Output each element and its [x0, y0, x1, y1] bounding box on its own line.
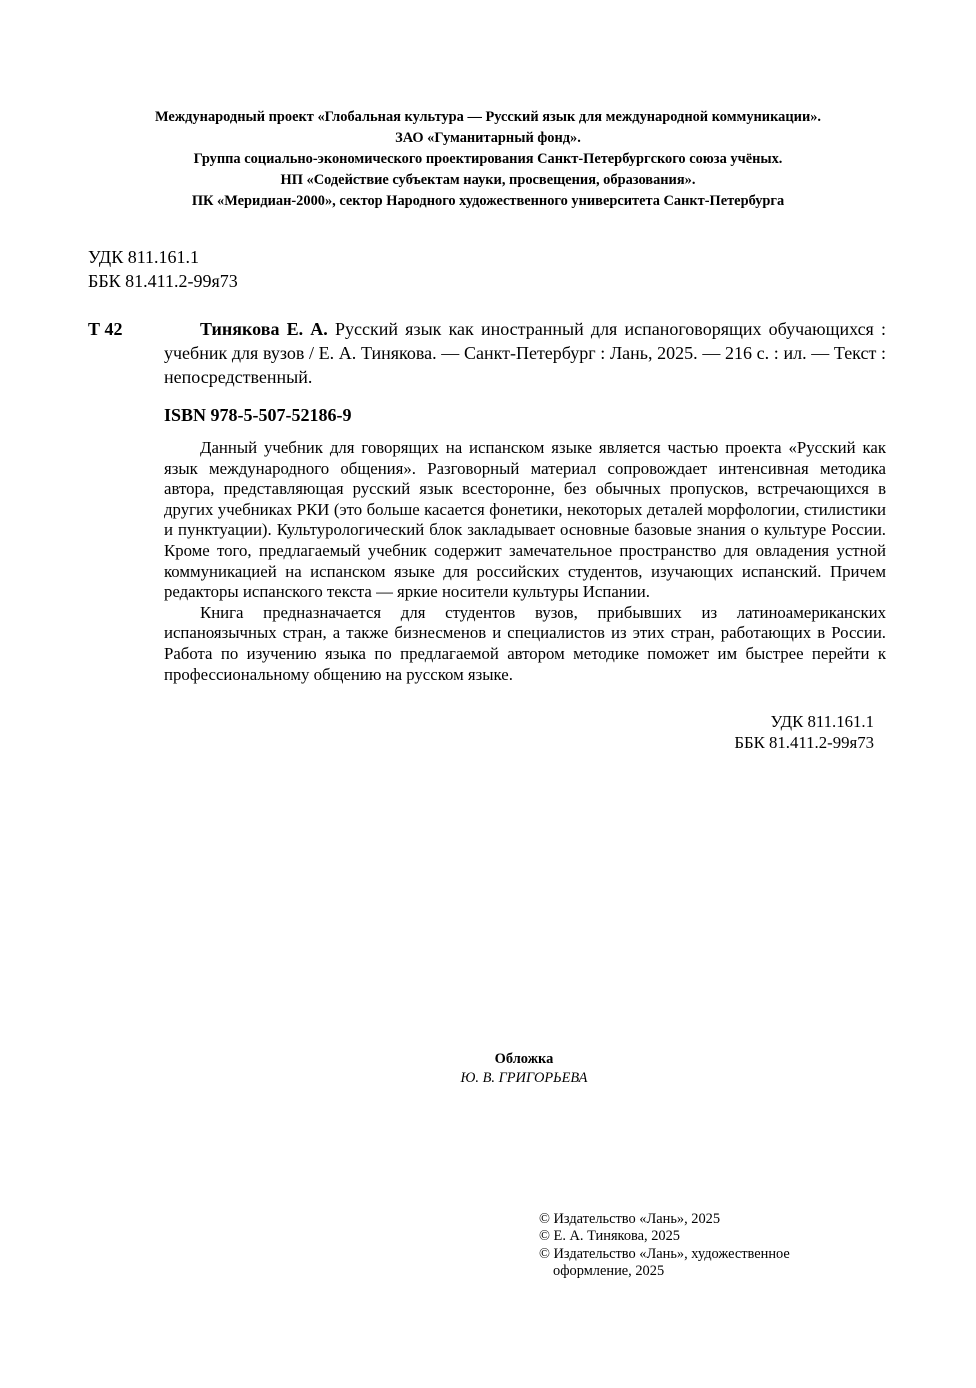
header-line: Международный проект «Глобальная культура — Русский язык для международной коммуникации».	[154, 109, 822, 125]
copyright-line: © Издательство «Лань», художественное	[539, 1245, 790, 1262]
cover-label: Обложка	[494, 1051, 554, 1067]
publisher-header	[40, 107, 936, 212]
cover-credit	[374, 1050, 674, 1088]
author-code: Т 42	[88, 319, 123, 339]
classification-codes-repeat	[690, 711, 874, 753]
author-name: Тинякова Е. А.	[200, 319, 328, 339]
description-text: Русский язык как иностранный для испаноговорящих обучающихся : учебник для вузов / Е. А. Тинякова. — Санкт-Петербург : Лань, 2025. — 216 с. : ил. — Текст : непосредственный.	[164, 319, 887, 387]
abstract	[164, 438, 886, 685]
header-line: НП «Содействие субъектам науки, просвещения, образования».	[280, 172, 696, 188]
bibliographic-entry	[88, 317, 886, 389]
classification-codes	[88, 245, 238, 293]
header-line: ЗАО «Гуманитарный фонд».	[395, 130, 581, 146]
abstract-paragraph: Данный учебник для говорящих на испанском языке является частью проекта «Русский как язык международного общения». Разговорный материал сопровождает интенсивная методика автора, представляющая русский язык всесторонне, без обычных пропусков, встречающихся в других учебниках РКИ (это больше касается фонетики, некоторых деталей морфологии, стилистики и пунктуации). Культурологический блок закладывает основные базовые знания о культуре России. Кроме того, предлагаемый учебник содержит замечательное пространство для овладения устной коммуникацией на испанском языке для российских студентов, изучающих испанский. Причем редакторы испанского текста — яркие носители культуры Испании.	[164, 438, 886, 602]
udk-code: УДК 811.161.1	[770, 712, 874, 731]
bibliographic-description	[164, 317, 886, 389]
udk-code: УДК 811.161.1	[88, 247, 200, 267]
header-line: ПК «Меридиан-2000», сектор Народного художественного университета Санкт-Петербурга	[191, 193, 785, 209]
copyright-line-continuation: оформление, 2025	[553, 1263, 665, 1280]
cover-designer: Ю. В. ГРИГОРЬЕВА	[460, 1070, 588, 1086]
copyright-line: © Издательство «Лань», 2025	[539, 1211, 721, 1227]
bbk-code: ББК 81.411.2-99я73	[88, 271, 238, 291]
bbk-code: ББК 81.411.2-99я73	[734, 733, 874, 752]
header-line: Группа социально-экономического проектирования Санкт-Петербургского союза учёных.	[193, 151, 783, 167]
copyright-line: © Е. А. Тинякова, 2025	[539, 1228, 680, 1245]
abstract-paragraph: Книга предназначается для студентов вузов, прибывших из латиноамериканских испаноязычных стран, а также бизнесменов и специалистов из этих стран, работающих в России. Работа по изучению языка по предлагаемой автором методике поможет им быстрее перейти к профессиональному общению на русском языке.	[164, 602, 886, 684]
copyright-block	[539, 1211, 859, 1281]
isbn: ISBN 978-5-507-52186-9	[164, 405, 352, 425]
